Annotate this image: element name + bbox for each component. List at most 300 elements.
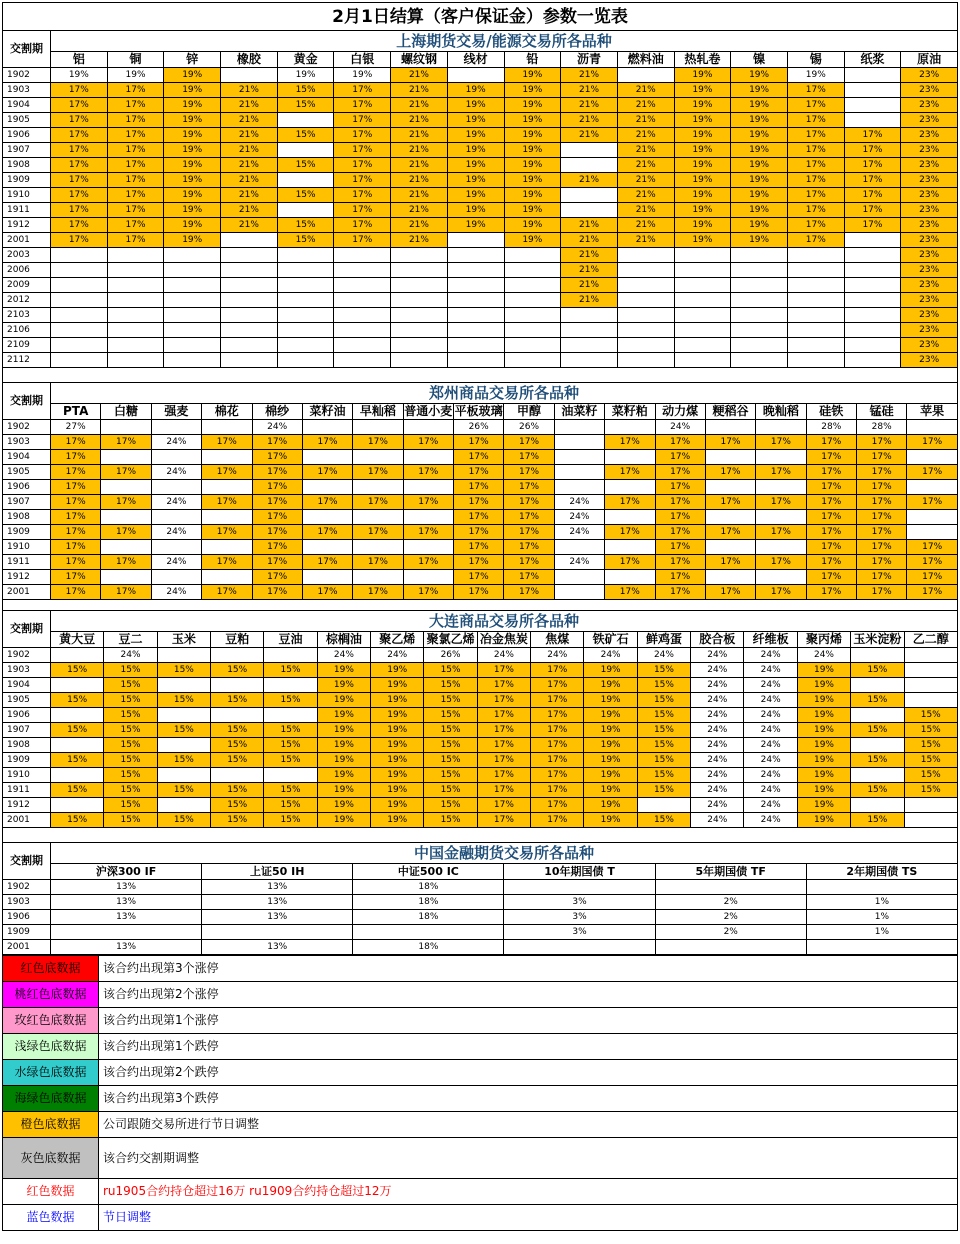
margin-cell: 21%	[221, 203, 278, 218]
margin-cell	[844, 68, 901, 83]
margin-cell: 19%	[371, 723, 424, 738]
margin-cell: 17%	[107, 203, 164, 218]
margin-cell: 19%	[584, 708, 637, 723]
product-header: 普通小麦	[404, 404, 453, 418]
margin-cell: 17%	[107, 173, 164, 188]
margin-cell: 1%	[806, 910, 957, 925]
margin-cell	[51, 798, 104, 813]
margin-cell: 24%	[371, 648, 424, 663]
margin-cell: 15%	[104, 723, 157, 738]
margin-cell: 17%	[477, 783, 530, 798]
margin-cell	[617, 338, 674, 353]
margin-cell: 19%	[731, 233, 788, 248]
margin-cell: 15%	[104, 783, 157, 798]
table-row	[3, 218, 958, 233]
product-header: 中证500 IC	[353, 864, 504, 880]
margin-cell: 17%	[51, 555, 101, 570]
margin-cell: 24%	[744, 723, 797, 738]
delivery-period-header: 交割期	[3, 31, 51, 68]
margin-cell: 17%	[51, 128, 108, 143]
margin-cell: 24%	[252, 420, 302, 435]
margin-cell: 21%	[617, 158, 674, 173]
contract-month: 1912	[3, 570, 51, 585]
margin-cell: 17%	[504, 480, 554, 495]
margin-cell	[787, 323, 844, 338]
margin-cell	[101, 480, 151, 495]
margin-cell	[617, 323, 674, 338]
margin-cell	[277, 323, 334, 338]
margin-cell	[447, 308, 504, 323]
contract-month: 2009	[3, 278, 51, 293]
margin-cell	[334, 278, 391, 293]
product-header: 聚乙烯	[371, 632, 424, 648]
margin-cell	[334, 308, 391, 323]
margin-cell: 17%	[101, 585, 151, 600]
margin-cell: 21%	[561, 293, 618, 308]
product-header: 铁矿石	[584, 632, 637, 648]
margin-cell: 17%	[531, 708, 584, 723]
margin-cell	[302, 450, 352, 465]
margin-cell	[904, 693, 958, 708]
margin-cell	[844, 338, 901, 353]
legend-swatch: 海绿色底数据	[3, 1086, 99, 1112]
margin-cell	[403, 450, 453, 465]
margin-cell: 15%	[264, 783, 317, 798]
margin-cell: 17%	[605, 585, 655, 600]
legend-swatch: 玫红色底数据	[3, 1008, 99, 1034]
margin-cell	[107, 293, 164, 308]
margin-cell: 15%	[211, 723, 264, 738]
contract-month: 2003	[3, 248, 51, 263]
margin-cell	[561, 143, 618, 158]
margin-cell: 17%	[504, 435, 554, 450]
table-row	[3, 495, 958, 510]
legend-swatch: 桃红色底数据	[3, 982, 99, 1008]
margin-cell	[277, 293, 334, 308]
margin-cell: 21%	[221, 143, 278, 158]
margin-cell: 17%	[252, 510, 302, 525]
margin-cell: 17%	[101, 525, 151, 540]
margin-cell	[164, 248, 221, 263]
contract-month: 1911	[3, 203, 51, 218]
margin-cell	[164, 263, 221, 278]
margin-cell: 17%	[477, 738, 530, 753]
margin-cell	[637, 798, 690, 813]
margin-cell: 19%	[731, 83, 788, 98]
margin-cell	[151, 450, 201, 465]
margin-cell: 21%	[221, 218, 278, 233]
margin-cell: 19%	[504, 83, 561, 98]
margin-cell: 19%	[317, 753, 370, 768]
margin-cell: 19%	[164, 218, 221, 233]
margin-cell	[851, 708, 904, 723]
margin-cell: 21%	[561, 278, 618, 293]
margin-cell: 17%	[202, 525, 252, 540]
margin-cell: 19%	[164, 173, 221, 188]
margin-cell: 26%	[454, 420, 504, 435]
margin-cell	[904, 678, 958, 693]
margin-cell: 17%	[202, 555, 252, 570]
margin-cell: 19%	[797, 768, 850, 783]
margin-cell: 24%	[554, 510, 604, 525]
margin-cell	[787, 353, 844, 368]
margin-cell: 15%	[51, 693, 104, 708]
margin-cell: 19%	[584, 663, 637, 678]
product-header: 原油	[901, 52, 958, 68]
margin-cell: 15%	[424, 798, 477, 813]
margin-cell: 24%	[744, 693, 797, 708]
margin-cell: 17%	[806, 540, 856, 555]
legend-description: 该合约出现第3个跌停	[99, 1086, 958, 1112]
margin-cell: 3%	[504, 895, 655, 910]
contract-month: 2001	[3, 585, 51, 600]
margin-cell	[107, 308, 164, 323]
contract-month: 1903	[3, 663, 51, 678]
table-row	[3, 128, 958, 143]
margin-cell: 28%	[806, 420, 856, 435]
margin-cell: 19%	[674, 158, 731, 173]
margin-cell: 17%	[107, 83, 164, 98]
margin-cell	[561, 308, 618, 323]
product-header: 棕榈油	[317, 632, 370, 648]
margin-cell	[107, 263, 164, 278]
margin-cell: 17%	[531, 693, 584, 708]
margin-cell	[221, 263, 278, 278]
margin-cell: 15%	[637, 768, 690, 783]
margin-cell	[806, 880, 957, 895]
contract-month: 2112	[3, 353, 51, 368]
table-row	[3, 925, 958, 940]
legend-description: 该合约出现第2个跌停	[99, 1060, 958, 1086]
product-header: 豆二	[104, 632, 157, 648]
margin-cell: 21%	[391, 143, 448, 158]
margin-cell: 15%	[904, 753, 958, 768]
margin-cell: 17%	[51, 188, 108, 203]
margin-cell: 19%	[447, 173, 504, 188]
margin-cell: 17%	[353, 555, 403, 570]
margin-cell	[605, 570, 655, 585]
margin-cell	[302, 540, 352, 555]
product-header: 乙二醇	[904, 632, 958, 648]
contract-month: 1906	[3, 480, 51, 495]
margin-cell	[844, 323, 901, 338]
margin-cell: 15%	[637, 678, 690, 693]
margin-cell: 19%	[371, 798, 424, 813]
margin-cell: 21%	[561, 68, 618, 83]
margin-cell	[731, 308, 788, 323]
margin-cell	[221, 248, 278, 263]
margin-cell	[674, 323, 731, 338]
margin-cell	[554, 585, 604, 600]
margin-cell: 17%	[51, 570, 101, 585]
margin-cell	[277, 308, 334, 323]
margin-cell: 17%	[756, 495, 806, 510]
product-header: 粳稻谷	[705, 404, 755, 420]
table-row	[3, 420, 958, 435]
margin-cell: 19%	[317, 813, 370, 828]
margin-cell: 21%	[221, 188, 278, 203]
legend-swatch: 红色底数据	[3, 956, 99, 982]
margin-cell: 17%	[107, 158, 164, 173]
margin-cell: 17%	[787, 188, 844, 203]
margin-cell: 21%	[617, 188, 674, 203]
margin-cell	[107, 338, 164, 353]
margin-cell: 15%	[104, 663, 157, 678]
margin-cell: 17%	[655, 570, 705, 585]
margin-cell: 17%	[857, 480, 907, 495]
margin-cell: 1%	[806, 925, 957, 940]
margin-cell: 17%	[844, 218, 901, 233]
contract-month: 1912	[3, 218, 51, 233]
margin-cell: 15%	[264, 753, 317, 768]
margin-cell	[617, 263, 674, 278]
table-row	[3, 98, 958, 113]
margin-cell	[264, 708, 317, 723]
table-row	[3, 693, 958, 708]
margin-cell: 19%	[447, 188, 504, 203]
margin-cell: 24%	[151, 555, 201, 570]
margin-cell	[705, 540, 755, 555]
margin-cell: 23%	[901, 158, 958, 173]
margin-cell: 17%	[334, 203, 391, 218]
margin-cell	[844, 83, 901, 98]
delivery-period-header: 交割期	[3, 611, 51, 648]
margin-cell: 17%	[454, 450, 504, 465]
contract-month: 1907	[3, 495, 51, 510]
margin-cell: 17%	[655, 465, 705, 480]
margin-cell	[904, 813, 958, 828]
margin-cell: 17%	[202, 495, 252, 510]
margin-cell	[202, 450, 252, 465]
margin-cell: 26%	[504, 420, 554, 435]
margin-cell	[904, 663, 958, 678]
margin-cell	[277, 143, 334, 158]
margin-cell: 27%	[51, 420, 101, 435]
margin-cell: 15%	[637, 663, 690, 678]
table-row	[3, 435, 958, 450]
margin-cell	[447, 293, 504, 308]
margin-cell: 19%	[797, 723, 850, 738]
margin-cell	[391, 248, 448, 263]
margin-cell	[756, 540, 806, 555]
margin-cell	[353, 925, 504, 940]
margin-cell: 19%	[584, 738, 637, 753]
product-header: 镍	[731, 52, 788, 68]
margin-cell: 19%	[164, 143, 221, 158]
margin-cell: 24%	[151, 495, 201, 510]
delivery-period-header: 交割期	[3, 843, 51, 880]
margin-cell	[334, 263, 391, 278]
product-header: 鲜鸡蛋	[637, 632, 690, 648]
margin-cell: 15%	[157, 723, 210, 738]
table-row	[3, 338, 958, 353]
margin-cell: 17%	[705, 585, 755, 600]
margin-cell: 17%	[477, 723, 530, 738]
margin-cell: 17%	[477, 663, 530, 678]
contract-month: 1910	[3, 540, 51, 555]
legend-description: ru1905合约持仓超过16万 ru1909合约持仓超过12万	[99, 1179, 958, 1205]
margin-cell: 24%	[744, 753, 797, 768]
margin-cell: 18%	[353, 910, 504, 925]
contract-month: 1911	[3, 555, 51, 570]
margin-cell: 15%	[211, 693, 264, 708]
margin-cell: 19%	[317, 678, 370, 693]
contract-month: 1906	[3, 708, 51, 723]
margin-cell: 17%	[907, 585, 958, 600]
margin-cell: 19%	[584, 723, 637, 738]
margin-cell: 19%	[164, 188, 221, 203]
margin-cell: 19%	[164, 158, 221, 173]
margin-cell: 17%	[51, 233, 108, 248]
margin-cell	[554, 480, 604, 495]
margin-cell: 17%	[252, 480, 302, 495]
margin-cell	[705, 570, 755, 585]
margin-cell: 19%	[317, 768, 370, 783]
margin-cell: 15%	[51, 753, 104, 768]
margin-cell: 19%	[504, 173, 561, 188]
margin-cell	[277, 248, 334, 263]
margin-cell	[504, 880, 655, 895]
margin-cell: 13%	[51, 910, 202, 925]
margin-cell: 17%	[334, 158, 391, 173]
margin-cell: 17%	[403, 525, 453, 540]
margin-cell	[157, 648, 210, 663]
page-title: 2月1日结算（客户保证金）参数一览表	[2, 2, 958, 30]
margin-cell: 3%	[504, 925, 655, 940]
margin-cell: 21%	[391, 203, 448, 218]
contract-month: 1905	[3, 465, 51, 480]
margin-cell: 23%	[901, 188, 958, 203]
margin-cell: 19%	[674, 188, 731, 203]
margin-cell: 23%	[901, 263, 958, 278]
margin-cell	[907, 510, 958, 525]
margin-cell	[787, 338, 844, 353]
margin-cell	[504, 263, 561, 278]
product-header: 沥青	[561, 52, 618, 68]
margin-cell: 17%	[101, 465, 151, 480]
margin-cell: 19%	[787, 68, 844, 83]
product-header: 白糖	[101, 404, 151, 420]
margin-cell: 15%	[157, 693, 210, 708]
margin-cell: 15%	[637, 723, 690, 738]
margin-cell: 17%	[605, 495, 655, 510]
margin-cell: 15%	[157, 753, 210, 768]
contract-month: 2001	[3, 940, 51, 955]
margin-cell: 24%	[554, 525, 604, 540]
margin-cell: 17%	[51, 585, 101, 600]
margin-cell: 17%	[101, 495, 151, 510]
margin-cell: 17%	[252, 525, 302, 540]
contract-month: 1909	[3, 925, 51, 940]
margin-cell: 17%	[787, 173, 844, 188]
margin-cell	[202, 925, 353, 940]
margin-cell: 19%	[797, 813, 850, 828]
margin-cell: 19%	[674, 83, 731, 98]
margin-cell: 17%	[454, 495, 504, 510]
margin-cell: 17%	[655, 435, 705, 450]
margin-cell: 15%	[637, 708, 690, 723]
margin-cell: 17%	[705, 495, 755, 510]
margin-cell: 19%	[674, 173, 731, 188]
table-row	[3, 278, 958, 293]
contract-month: 1909	[3, 173, 51, 188]
legend-swatch: 橙色底数据	[3, 1112, 99, 1138]
table-row	[3, 510, 958, 525]
margin-cell	[164, 353, 221, 368]
legend-swatch: 红色数据	[3, 1179, 99, 1205]
margin-cell: 17%	[454, 480, 504, 495]
legend-description: 该合约交割期调整	[99, 1138, 958, 1179]
margin-cell: 17%	[477, 693, 530, 708]
margin-cell: 15%	[277, 83, 334, 98]
margin-cell: 24%	[744, 768, 797, 783]
margin-cell: 17%	[107, 98, 164, 113]
margin-cell: 15%	[264, 723, 317, 738]
margin-cell: 13%	[51, 895, 202, 910]
margin-cell: 17%	[477, 813, 530, 828]
legend-row	[3, 956, 958, 982]
margin-cell	[151, 420, 201, 435]
margin-cell: 17%	[252, 585, 302, 600]
margin-cell	[731, 323, 788, 338]
margin-cell: 17%	[454, 525, 504, 540]
margin-cell: 17%	[907, 570, 958, 585]
margin-cell	[617, 308, 674, 323]
margin-cell	[403, 570, 453, 585]
margin-cell	[844, 278, 901, 293]
margin-cell: 21%	[561, 218, 618, 233]
margin-cell	[353, 450, 403, 465]
legend-description: 该合约出现第1个跌停	[99, 1034, 958, 1060]
margin-cell	[806, 940, 957, 955]
margin-cell	[844, 233, 901, 248]
margin-cell: 17%	[857, 510, 907, 525]
margin-cell: 17%	[844, 128, 901, 143]
product-header: 晚籼稻	[756, 404, 806, 420]
margin-cell: 19%	[731, 218, 788, 233]
margin-cell: 17%	[51, 465, 101, 480]
margin-cell: 15%	[277, 233, 334, 248]
margin-cell: 21%	[391, 98, 448, 113]
margin-cell: 15%	[264, 738, 317, 753]
legend-table	[2, 955, 958, 1231]
margin-cell	[844, 248, 901, 263]
contract-month: 1902	[3, 68, 51, 83]
margin-cell: 24%	[531, 648, 584, 663]
margin-cell	[447, 68, 504, 83]
margin-cell: 2%	[655, 895, 806, 910]
margin-cell: 15%	[424, 663, 477, 678]
margin-cell: 15%	[51, 813, 104, 828]
table-row	[3, 353, 958, 368]
legend-swatch: 蓝色数据	[3, 1205, 99, 1231]
contract-month: 2006	[3, 263, 51, 278]
margin-cell	[211, 768, 264, 783]
margin-cell: 15%	[104, 813, 157, 828]
margin-cell	[51, 648, 104, 663]
margin-cell: 15%	[851, 753, 904, 768]
product-header: 黄大豆	[51, 632, 104, 648]
table-row	[3, 308, 958, 323]
table-row	[3, 678, 958, 693]
table-row	[3, 158, 958, 173]
margin-cell: 24%	[691, 693, 744, 708]
table-row	[3, 910, 958, 925]
margin-cell: 17%	[857, 465, 907, 480]
legend-swatch: 灰色底数据	[3, 1138, 99, 1179]
margin-cell: 19%	[674, 203, 731, 218]
margin-cell: 19%	[447, 83, 504, 98]
